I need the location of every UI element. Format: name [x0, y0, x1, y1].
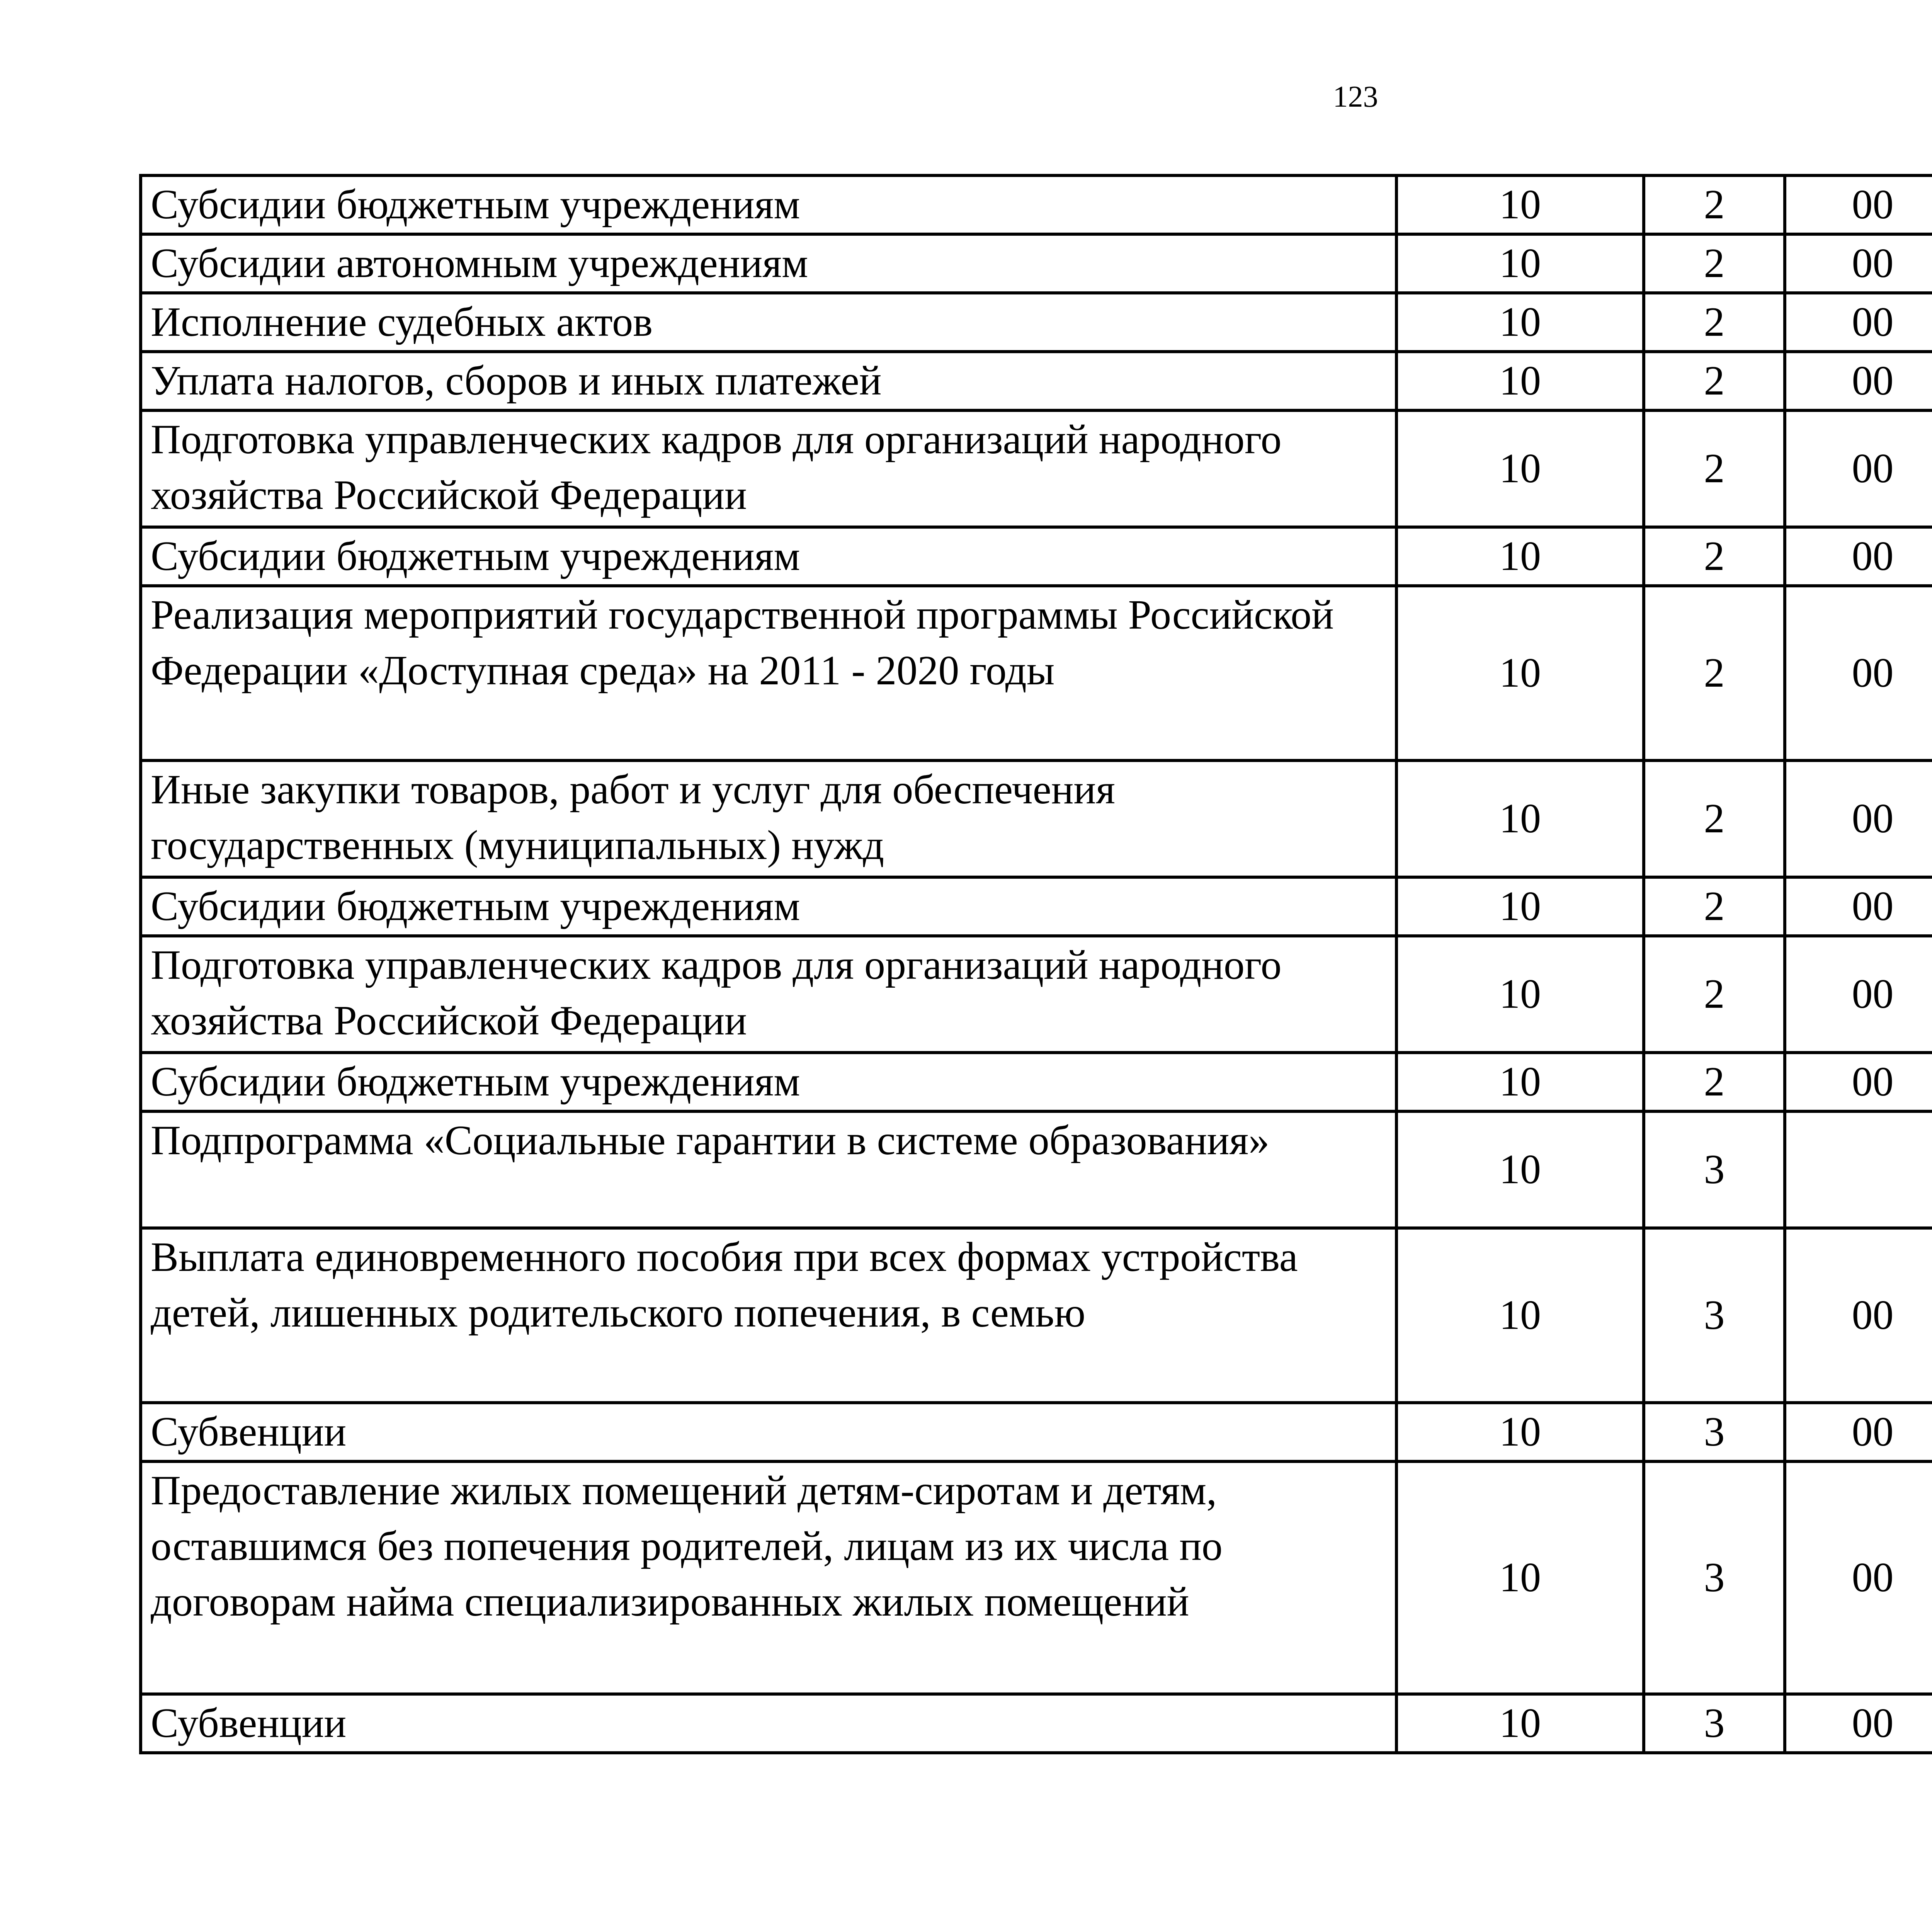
row-name-cell: Подпрограмма «Социальные гарантии в системе образования» — [141, 1111, 1396, 1228]
row-name-cell: Субсидии бюджетным учреждениям — [141, 175, 1396, 234]
table-row — [141, 1228, 1932, 1403]
section-code-cell: 10 — [1396, 1111, 1644, 1228]
row-name-cell: Уплата налогов, сборов и иных платежей — [141, 352, 1396, 410]
table-row — [141, 175, 1932, 234]
row-name-cell: Подготовка управленческих кадров для организаций народного хозяйства Российской Федерации — [141, 410, 1396, 527]
section-code-cell: 10 — [1396, 877, 1644, 936]
budget-table — [139, 174, 1932, 1754]
row-name-cell: Субсидии бюджетным учреждениям — [141, 877, 1396, 936]
row-name-cell: Предоставление жилых помещений детям-сиротам и детям, оставшимся без попечения родителей, лицам из их числа по договорам найма специализированных жилых помещений — [141, 1461, 1396, 1694]
section-code-cell: 10 — [1396, 293, 1644, 352]
subsection-code-cell: 3 — [1644, 1228, 1785, 1403]
table-row — [141, 1111, 1932, 1228]
row-name-cell: Субсидии автономным учреждениям — [141, 234, 1396, 293]
subsection-code-cell: 2 — [1644, 352, 1785, 410]
section-code-cell: 10 — [1396, 1403, 1644, 1461]
program-code-cell: 00 — [1785, 936, 1932, 1053]
program-code-cell — [1785, 1111, 1932, 1228]
row-name-cell: Субсидии бюджетным учреждениям — [141, 527, 1396, 586]
program-code-cell: 00 — [1785, 234, 1932, 293]
table-row — [141, 936, 1932, 1053]
table-row — [141, 352, 1932, 410]
row-name-cell: Иные закупки товаров, работ и услуг для обеспечения государственных (муниципальных) нужд — [141, 760, 1396, 877]
program-code-cell: 00 — [1785, 1461, 1932, 1694]
subsection-code-cell: 2 — [1644, 586, 1785, 760]
table-row — [141, 877, 1932, 936]
table-row — [141, 1053, 1932, 1111]
row-name-cell: Субсидии бюджетным учреждениям — [141, 1053, 1396, 1111]
program-code-cell: 00 — [1785, 527, 1932, 586]
subsection-code-cell: 2 — [1644, 293, 1785, 352]
program-code-cell: 00 — [1785, 760, 1932, 877]
table-row — [141, 1461, 1932, 1694]
subsection-code-cell: 3 — [1644, 1111, 1785, 1228]
program-code-cell: 00 — [1785, 1694, 1932, 1753]
section-code-cell: 10 — [1396, 936, 1644, 1053]
subsection-code-cell: 3 — [1644, 1403, 1785, 1461]
section-code-cell: 10 — [1396, 1053, 1644, 1111]
subsection-code-cell: 3 — [1644, 1461, 1785, 1694]
program-code-cell: 00 — [1785, 352, 1932, 410]
subsection-code-cell: 2 — [1644, 936, 1785, 1053]
subsection-code-cell: 2 — [1644, 877, 1785, 936]
table-row — [141, 1694, 1932, 1753]
program-code-cell: 00 — [1785, 1053, 1932, 1111]
table-row — [141, 760, 1932, 877]
section-code-cell: 10 — [1396, 1228, 1644, 1403]
row-name-cell: Выплата единовременного пособия при всех формах устройства детей, лишенных родительского попечения, в семью — [141, 1228, 1396, 1403]
section-code-cell: 10 — [1396, 1694, 1644, 1753]
row-name-cell: Подготовка управленческих кадров для организаций народного хозяйства Российской Федерации — [141, 936, 1396, 1053]
table-row — [141, 586, 1932, 760]
section-code-cell: 10 — [1396, 175, 1644, 234]
program-code-cell: 00 — [1785, 877, 1932, 936]
section-code-cell: 10 — [1396, 234, 1644, 293]
table-row — [141, 1403, 1932, 1461]
row-name-cell: Реализация мероприятий государственной программы Российской Федерации «Доступная среда» на 2011 - 2020 годы — [141, 586, 1396, 760]
section-code-cell: 10 — [1396, 1461, 1644, 1694]
section-code-cell: 10 — [1396, 760, 1644, 877]
table-row — [141, 234, 1932, 293]
section-code-cell: 10 — [1396, 410, 1644, 527]
program-code-cell: 00 — [1785, 410, 1932, 527]
row-name-cell: Субвенции — [141, 1403, 1396, 1461]
subsection-code-cell: 2 — [1644, 1053, 1785, 1111]
table-row — [141, 293, 1932, 352]
subsection-code-cell: 2 — [1644, 527, 1785, 586]
section-code-cell: 10 — [1396, 527, 1644, 586]
subsection-code-cell: 2 — [1644, 175, 1785, 234]
program-code-cell: 00 — [1785, 1228, 1932, 1403]
program-code-cell: 00 — [1785, 293, 1932, 352]
program-code-cell: 00 — [1785, 1403, 1932, 1461]
table-row — [141, 527, 1932, 586]
subsection-code-cell: 3 — [1644, 1694, 1785, 1753]
program-code-cell: 00 — [1785, 175, 1932, 234]
subsection-code-cell: 2 — [1644, 234, 1785, 293]
program-code-cell: 00 — [1785, 586, 1932, 760]
table-row — [141, 410, 1932, 527]
row-name-cell: Субвенции — [141, 1694, 1396, 1753]
section-code-cell: 10 — [1396, 352, 1644, 410]
subsection-code-cell: 2 — [1644, 760, 1785, 877]
page-number: 123 — [1333, 80, 1378, 113]
subsection-code-cell: 2 — [1644, 410, 1785, 527]
row-name-cell: Исполнение судебных актов — [141, 293, 1396, 352]
section-code-cell: 10 — [1396, 586, 1644, 760]
